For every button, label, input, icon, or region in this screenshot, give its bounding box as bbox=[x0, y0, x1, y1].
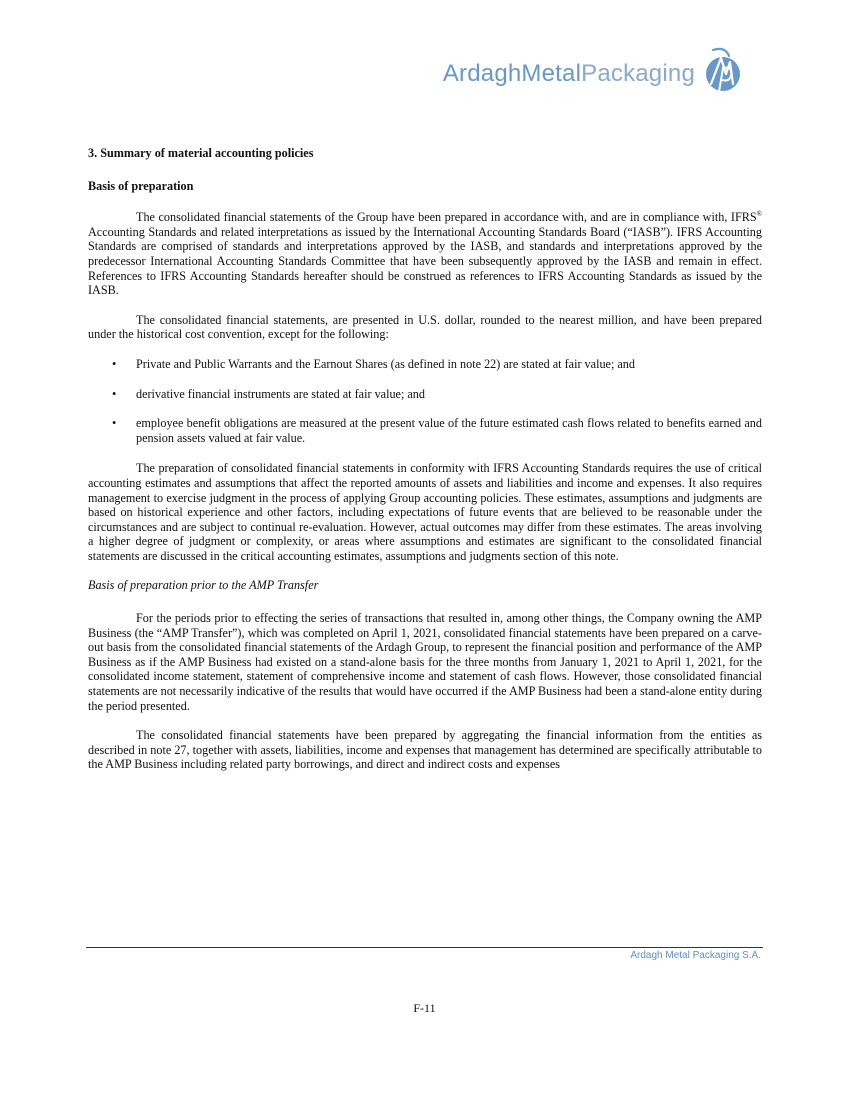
list-item-text: derivative financial instruments are stated at fair value; and bbox=[136, 386, 425, 401]
amp-logo-icon bbox=[699, 44, 743, 96]
list-item bbox=[88, 416, 762, 445]
bullet-icon: • bbox=[112, 386, 117, 401]
paragraph-basis bbox=[88, 210, 762, 298]
logo-word-packaging: Packaging bbox=[581, 60, 695, 87]
paragraph-basis-part1: The consolidated financial statements of the Group have been prepared in accordance with, and are in compliance with, IFRS bbox=[136, 210, 757, 225]
footer-company-name: Ardagh Metal Packaging S.A. bbox=[630, 950, 761, 961]
italic-heading: Basis of preparation prior to the AMP Transfer bbox=[88, 578, 319, 593]
section-subtitle: Basis of preparation bbox=[88, 178, 194, 193]
registered-mark: ® bbox=[756, 210, 762, 219]
logo-word-metal: Metal bbox=[521, 60, 582, 87]
company-logo bbox=[443, 52, 743, 96]
page-number: F-11 bbox=[413, 1001, 436, 1015]
bullet-icon: • bbox=[112, 416, 117, 431]
list-item-text: employee benefit obligations are measured at the present value of the future estimated cash flows related to benefits earned and pension assets valued at fair value. bbox=[136, 416, 762, 445]
list-item bbox=[88, 387, 762, 402]
logo-word-ardagh: Ardagh bbox=[442, 60, 522, 87]
logo-wordmark bbox=[443, 62, 695, 86]
paragraph-basis-part2: Accounting Standards and related interpretations as issued by the International Accounting Standards Board (“IASB”). IFRS Accounting Standards are comprised of standards and interpretations approved by the IASB, and standards and interpretations approved by the predecessor International Accounting Standards Committee that have been subsequently approved by the IASB and remain in effect. References to IFRS Accounting Standards hereafter should be construed as references to IFRS Accounting Standards as issued by the IASB. bbox=[88, 224, 762, 298]
paragraph-estimates: The preparation of consolidated financial statements in conformity with IFRS Accounting Standards requires the use of critical accounting estimates and assumptions that affect the reported amounts of assets and liabilities and income and expenses. It also requires management to exercise judgment in the process of applying Group accounting policies. These estimates, assumptions and judgments are based on historical experience and other factors, including expectations of future events that are believed to be reasonable under the circumstances and are subject to continual re-evaluation. However, actual outcomes may differ from these estimates. The areas involving a higher degree of judgment or complexity, or areas where assumptions and estimates are significant to the consolidated financial statements are discussed in the critical accounting estimates, assumptions and judgments section of this note. bbox=[88, 461, 762, 563]
paragraph-presentation: The consolidated financial statements, are presented in U.S. dollar, rounded to the nearest million, and have been prepared under the historical cost convention, except for the following: bbox=[88, 312, 762, 342]
list-item bbox=[88, 357, 762, 372]
bullet-icon: • bbox=[112, 356, 117, 371]
paragraph-aggregation: The consolidated financial statements have been prepared by aggregating the financial information from the entities as described in note 27, together with assets, liabilities, income and expenses that management has determined are specifically attributable to the AMP Business including related party borrowings, and direct and indirect costs and expenses bbox=[88, 728, 762, 772]
fair-value-list bbox=[88, 357, 762, 445]
footer-divider bbox=[86, 947, 763, 948]
list-item-text: Private and Public Warrants and the Earnout Shares (as defined in note 22) are stated at fair value; and bbox=[136, 356, 635, 371]
policy-content bbox=[88, 146, 762, 787]
section-title: 3. Summary of material accounting policies bbox=[88, 146, 314, 160]
paragraph-carve-out: For the periods prior to effecting the series of transactions that resulted in, among other things, the Company owning the AMP Business (the “AMP Transfer”), which was completed on April 1, 2021, consolidated financial statements have been prepared on a carve-out basis from the consolidated financial statements of the Ardagh Group, to represent the financial position and performance of the AMP Business as if the AMP Business had existed on a stand-alone basis for the three months from January 1, 2021 to April 1, 2021, for the consolidated income statement, statement of comprehensive income and statement of cash flows. However, those consolidated financial statements are not necessarily indicative of the results that would have occurred if the AMP Business had been a stand-alone entity during the period presented. bbox=[88, 611, 762, 713]
